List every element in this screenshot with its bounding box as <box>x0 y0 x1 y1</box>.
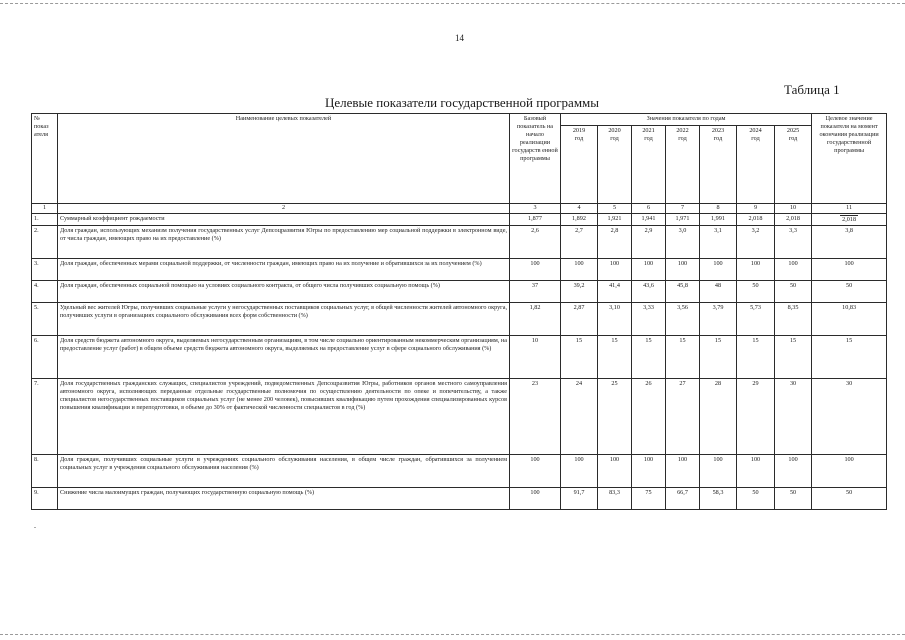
header-year-2021 <box>632 126 666 204</box>
year-value: 100 <box>775 455 812 488</box>
table-row <box>32 226 887 259</box>
header-final: Целевое значение показателя на момент окончания реализации государственной программы <box>812 114 887 204</box>
year-value: 29 <box>737 379 775 455</box>
year-value: 100 <box>666 259 700 281</box>
table-row <box>32 303 887 336</box>
year-value: 100 <box>561 455 598 488</box>
base-value: 10 <box>510 336 561 379</box>
column-index: 4 <box>561 204 598 214</box>
year-label: 2025 <box>786 127 800 134</box>
year-label: 2024 <box>749 127 762 134</box>
header-year-2020 <box>598 126 632 204</box>
table-row <box>32 379 887 455</box>
year-unit: год <box>713 135 723 142</box>
year-unit: год <box>644 135 653 142</box>
year-value: 3,33 <box>632 303 666 336</box>
year-value: 100 <box>561 259 598 281</box>
indicator-name: Суммарный коэффициент рождаемости <box>58 214 510 226</box>
year-value: 2,8 <box>598 226 632 259</box>
year-value: 15 <box>775 336 812 379</box>
header-year-2023 <box>700 126 737 204</box>
final-value: 15 <box>812 336 887 379</box>
year-value: 15 <box>700 336 737 379</box>
year-value: 2,018 <box>737 214 775 226</box>
year-value: 27 <box>666 379 700 455</box>
base-value: 100 <box>510 488 561 510</box>
year-value: 50 <box>775 488 812 510</box>
year-unit: год <box>751 135 760 142</box>
table-row <box>32 214 887 226</box>
year-label: 2020 <box>608 127 621 134</box>
column-index: 9 <box>737 204 775 214</box>
year-value: 2,87 <box>561 303 598 336</box>
year-value: 100 <box>632 455 666 488</box>
table-row <box>32 281 887 303</box>
year-value: 2,7 <box>561 226 598 259</box>
year-value: 1,941 <box>632 214 666 226</box>
base-value: 1,82 <box>510 303 561 336</box>
year-value: 66,7 <box>666 488 700 510</box>
indicator-name: Удельный вес жителей Югры, получивших социальные услуги у негосударственных поставщиков социальных услуг, в общей численности жителей автономного округа, получивших услуги в организациях социального обслуживания всех форм собственности (%) <box>58 303 510 336</box>
year-label: 2022 <box>676 127 689 134</box>
column-index: 7 <box>666 204 700 214</box>
year-value: 2,018 <box>775 214 812 226</box>
final-value: 50 <box>812 488 887 510</box>
column-index: 11 <box>812 204 887 214</box>
row-number: 4. <box>32 281 58 303</box>
row-number: 1. <box>32 214 58 226</box>
year-value: 100 <box>700 259 737 281</box>
indicator-name: Доля граждан, использующих механизм получения государственных услуг Депсоцразвития Югры по предоставлению мер социальной поддержки в электронном виде, от числа граждан, имеющих право на их предоставление (%) <box>58 226 510 259</box>
column-index: 10 <box>775 204 812 214</box>
final-value: 3,8 <box>812 226 887 259</box>
column-index: 1 <box>32 204 58 214</box>
year-value: 3,2 <box>737 226 775 259</box>
row-number: 6. <box>32 336 58 379</box>
year-value: 15 <box>737 336 775 379</box>
year-value: 25 <box>598 379 632 455</box>
final-value-cell <box>812 214 887 226</box>
header-name: Наименование целевых показателей <box>58 114 510 204</box>
table-body <box>32 204 887 510</box>
year-label: 2021 <box>642 127 655 134</box>
year-value: 28 <box>700 379 737 455</box>
header-year-2025 <box>775 126 812 204</box>
column-index-row <box>32 204 887 214</box>
final-value: 50 <box>812 281 887 303</box>
year-value: 100 <box>775 259 812 281</box>
year-value: 100 <box>598 259 632 281</box>
year-value: 1,892 <box>561 214 598 226</box>
table-header <box>32 114 887 204</box>
year-unit: год <box>678 135 687 142</box>
year-value: 43,6 <box>632 281 666 303</box>
year-unit: год <box>574 135 584 142</box>
year-value: 8,35 <box>775 303 812 336</box>
column-index: 2 <box>58 204 510 214</box>
base-value: 2,6 <box>510 226 561 259</box>
year-value: 3,1 <box>700 226 737 259</box>
year-value: 50 <box>737 281 775 303</box>
column-index: 3 <box>510 204 561 214</box>
year-value: 100 <box>666 455 700 488</box>
year-value: 41,4 <box>598 281 632 303</box>
column-index: 8 <box>700 204 737 214</box>
year-value: 91,7 <box>561 488 598 510</box>
indicator-name: Доля граждан, обеспеченных мерами социальной поддержки, от численности граждан, имеющих право на их получение и обратившихся за их получением (%) <box>58 259 510 281</box>
row-number: 8. <box>32 455 58 488</box>
final-value: 100 <box>812 455 887 488</box>
final-value: 30 <box>812 379 887 455</box>
year-value: 15 <box>598 336 632 379</box>
targets-table <box>31 113 887 510</box>
year-value: 3,56 <box>666 303 700 336</box>
row-number: 5. <box>32 303 58 336</box>
year-value: 50 <box>775 281 812 303</box>
year-value: 1,921 <box>598 214 632 226</box>
column-index: 6 <box>632 204 666 214</box>
final-value: 10,83 <box>812 303 887 336</box>
header-year-2022 <box>666 126 700 204</box>
row-number: 2. <box>32 226 58 259</box>
final-value: 2,018 <box>842 216 857 223</box>
year-value: 15 <box>632 336 666 379</box>
base-value: 1,877 <box>510 214 561 226</box>
year-value: 3,3 <box>775 226 812 259</box>
year-value: 100 <box>598 455 632 488</box>
year-value: 3,0 <box>666 226 700 259</box>
year-value: 1,971 <box>666 214 700 226</box>
scan-edge-top <box>0 3 905 4</box>
row-number: 9. <box>32 488 58 510</box>
year-value: 30 <box>775 379 812 455</box>
indicator-name: Доля государственных гражданских служащих, специалистов учреждений, подведомственных Депсоцразвития Югры, работников органов местного самоуправления автономного округа, исполняющих переданные отдельные государственные полномочия по осуществлению деятельности по опеке и попечительству, а также специалистов негосударственных поставщиков социальных услуг (не менее 200 человек), повысивших квалификацию путем прохождения специализированных курсов повышения квалификации и переподготовки, в объеме до 30% от фактической численности специалистов в год (%) <box>58 379 510 455</box>
year-unit: год <box>610 135 619 142</box>
scan-edge-bottom <box>0 634 905 635</box>
header-base: Базовый показатель на начало реализации государств енной программы <box>510 114 561 204</box>
page-number: 14 <box>455 33 464 43</box>
year-label: 2019 <box>572 127 586 134</box>
year-value: 15 <box>666 336 700 379</box>
base-value: 100 <box>510 455 561 488</box>
year-value: 3,10 <box>598 303 632 336</box>
base-value: 23 <box>510 379 561 455</box>
table-row <box>32 259 887 281</box>
header-year-2024 <box>737 126 775 204</box>
year-value: 1,991 <box>700 214 737 226</box>
indicator-name: Доля граждан, получивших социальные услуги в учреждениях социального обслуживания населения, в общем числе граждан, обратившихся за получением социальных услуг в учреждения социального обслуживания населения (%) <box>58 455 510 488</box>
year-value: 50 <box>737 488 775 510</box>
indicator-name: Доля граждан, обеспеченных социальной помощью на условиях социального контракта, от общего числа получивших социальную помощь (%) <box>58 281 510 303</box>
table-label: Таблица 1 <box>784 82 840 97</box>
year-value: 58,3 <box>700 488 737 510</box>
year-value: 45,8 <box>666 281 700 303</box>
final-value: 100 <box>812 259 887 281</box>
stray-mark: . <box>34 521 36 530</box>
year-value: 5,73 <box>737 303 775 336</box>
year-value: 75 <box>632 488 666 510</box>
year-value: 24 <box>561 379 598 455</box>
document-title: Целевые показатели государственной программы <box>325 95 600 110</box>
year-value: 3,79 <box>700 303 737 336</box>
year-value: 2,9 <box>632 226 666 259</box>
year-value: 39,2 <box>561 281 598 303</box>
row-number: 3. <box>32 259 58 281</box>
header-year-2019 <box>561 126 598 204</box>
header-num: № показ ателя <box>32 114 58 204</box>
year-value: 48 <box>700 281 737 303</box>
year-value: 15 <box>561 336 598 379</box>
year-unit: год <box>788 135 798 142</box>
column-index: 5 <box>598 204 632 214</box>
row-number: 7. <box>32 379 58 455</box>
year-value: 100 <box>737 259 775 281</box>
table-row <box>32 455 887 488</box>
year-value: 100 <box>700 455 737 488</box>
year-value: 26 <box>632 379 666 455</box>
year-value: 100 <box>632 259 666 281</box>
indicator-name: Доля средств бюджета автономного округа, выделяемых негосударственным организациям, в том числе социально ориентированным некоммерческим организациям, на предоставление услуг (работ) в общем объеме средств бюджета автономного округа, выделяемых на предоставление услуг в сфере социального обслуживания (%) <box>58 336 510 379</box>
year-label: 2023 <box>711 127 725 134</box>
base-value: 37 <box>510 281 561 303</box>
indicator-name: Снижение числа малоимущих граждан, получающих государственную социальную помощь (%) <box>58 488 510 510</box>
base-value: 100 <box>510 259 561 281</box>
header-years-group: Значения показателя по годам <box>561 114 812 126</box>
table-row <box>32 336 887 379</box>
year-value: 83,3 <box>598 488 632 510</box>
year-value: 100 <box>737 455 775 488</box>
table-row <box>32 488 887 510</box>
